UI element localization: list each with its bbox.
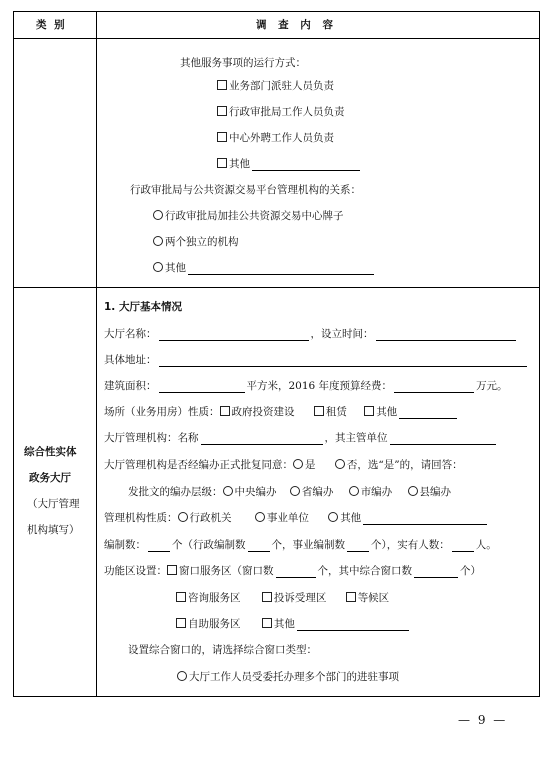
staff-row: 编制数： 个（行政编制数 个，事业编制数 个），实有人数： 人。 [104, 539, 497, 551]
checkbox[interactable] [220, 406, 230, 416]
radio[interactable] [349, 486, 359, 496]
service-option-3[interactable]: 中心外聘工作人员负责 [217, 131, 334, 145]
admin-staff-field[interactable] [248, 540, 270, 552]
checkbox[interactable] [346, 592, 356, 602]
checkbox[interactable] [262, 592, 272, 602]
header-bottom-border [13, 38, 540, 39]
checkbox[interactable] [262, 618, 272, 628]
relation-option-3[interactable]: 其他 [153, 261, 376, 275]
nature-row: 管理机构性质： 行政机关 事业单位 其他 [104, 511, 489, 525]
table-left-border [13, 11, 14, 697]
zone-row-2: 咨询服务区 投诉受理区 等候区 [176, 591, 389, 605]
area-field[interactable] [159, 381, 245, 393]
address-row: 具体地址： [104, 353, 529, 367]
table-bottom-border [13, 696, 540, 697]
header-content: 调 查 内 容 [256, 19, 337, 31]
est-time-field[interactable] [376, 329, 516, 341]
mgmt-row: 大厅管理机构：名称 ，其主管单位 [104, 431, 498, 445]
page-number: — 9 — [458, 713, 508, 727]
inst-staff-field[interactable] [347, 540, 369, 552]
radio[interactable] [335, 459, 345, 469]
checkbox[interactable] [217, 80, 227, 90]
staff-total-field[interactable] [148, 540, 170, 552]
radio[interactable] [293, 459, 303, 469]
blank-line[interactable] [297, 619, 409, 631]
blank-line[interactable] [363, 513, 487, 525]
table-top-border [13, 11, 540, 12]
column-divider [96, 11, 97, 697]
radio[interactable] [255, 512, 265, 522]
level-row: 发批文的编办层级： 中央编办 省编办 市编办 县编办 [128, 486, 452, 498]
window-question: 设置综合窗口的，请选择综合窗口类型： [128, 644, 317, 656]
window-option[interactable]: 大厅工作人员受委托办理多个部门的进驻事项 [177, 670, 399, 684]
blank-line[interactable] [252, 159, 360, 171]
table-right-border [539, 11, 540, 697]
blank-line[interactable] [188, 263, 374, 275]
row-divider [13, 287, 540, 288]
radio[interactable] [177, 671, 187, 681]
radio[interactable] [328, 512, 338, 522]
radio[interactable] [223, 486, 233, 496]
category-label-line2: 政务大厅 [29, 472, 71, 484]
checkbox[interactable] [217, 106, 227, 116]
header-category: 类 别 [36, 19, 67, 31]
checkbox[interactable] [217, 158, 227, 168]
area-row: 建筑面积： 平方米，2016 年度预算经费： 万元。 [104, 380, 508, 392]
venue-row: 场所（业务用房）性质： 政府投资建设 租赁 其他 [104, 405, 459, 419]
radio[interactable] [408, 486, 418, 496]
service-option-2[interactable]: 行政审批局工作人员负责 [217, 105, 345, 119]
category-label-line3: （大厅管理 [27, 498, 80, 510]
hall-name-row: 大厅名称： ，设立时间： [104, 327, 518, 341]
actual-staff-field[interactable] [452, 540, 474, 552]
section-heading: 1. 大厅基本情况 [104, 301, 182, 313]
checkbox[interactable] [167, 565, 177, 575]
checkbox[interactable] [364, 406, 374, 416]
service-title: 其他服务事项的运行方式： [180, 57, 306, 69]
zone-row-3: 自助服务区 其他 [176, 617, 411, 631]
approval-row: 大厅管理机构是否经编办正式批复同意： 是 否，选“是”的，请回答： [104, 459, 463, 471]
mgmt-name-field[interactable] [201, 433, 323, 445]
checkbox[interactable] [176, 618, 186, 628]
hall-name-field[interactable] [159, 329, 309, 341]
category-label-line4: 机构填写） [27, 524, 80, 536]
checkbox[interactable] [176, 592, 186, 602]
radio[interactable] [153, 210, 163, 220]
zone-row-1: 功能区设置： 窗口服务区（窗口数 个，其中综合窗口数 个） [104, 565, 481, 577]
address-field[interactable] [159, 355, 527, 367]
radio[interactable] [178, 512, 188, 522]
service-option-1[interactable]: 业务部门派驻人员负责 [217, 79, 334, 93]
category-label-line1: 综合性实体 [24, 446, 77, 458]
comp-window-field[interactable] [414, 566, 458, 578]
window-count-field[interactable] [276, 566, 316, 578]
radio[interactable] [153, 262, 163, 272]
blank-line[interactable] [399, 407, 457, 419]
service-option-4[interactable]: 其他 [217, 157, 362, 171]
relation-option-2[interactable]: 两个独立的机构 [153, 235, 239, 249]
radio[interactable] [290, 486, 300, 496]
relation-option-1[interactable]: 行政审批局加挂公共资源交易中心牌子 [153, 209, 344, 223]
radio[interactable] [153, 236, 163, 246]
superior-field[interactable] [390, 433, 496, 445]
checkbox[interactable] [217, 132, 227, 142]
budget-field[interactable] [394, 381, 474, 393]
checkbox[interactable] [314, 406, 324, 416]
relation-title: 行政审批局与公共资源交易平台管理机构的关系： [130, 184, 361, 196]
